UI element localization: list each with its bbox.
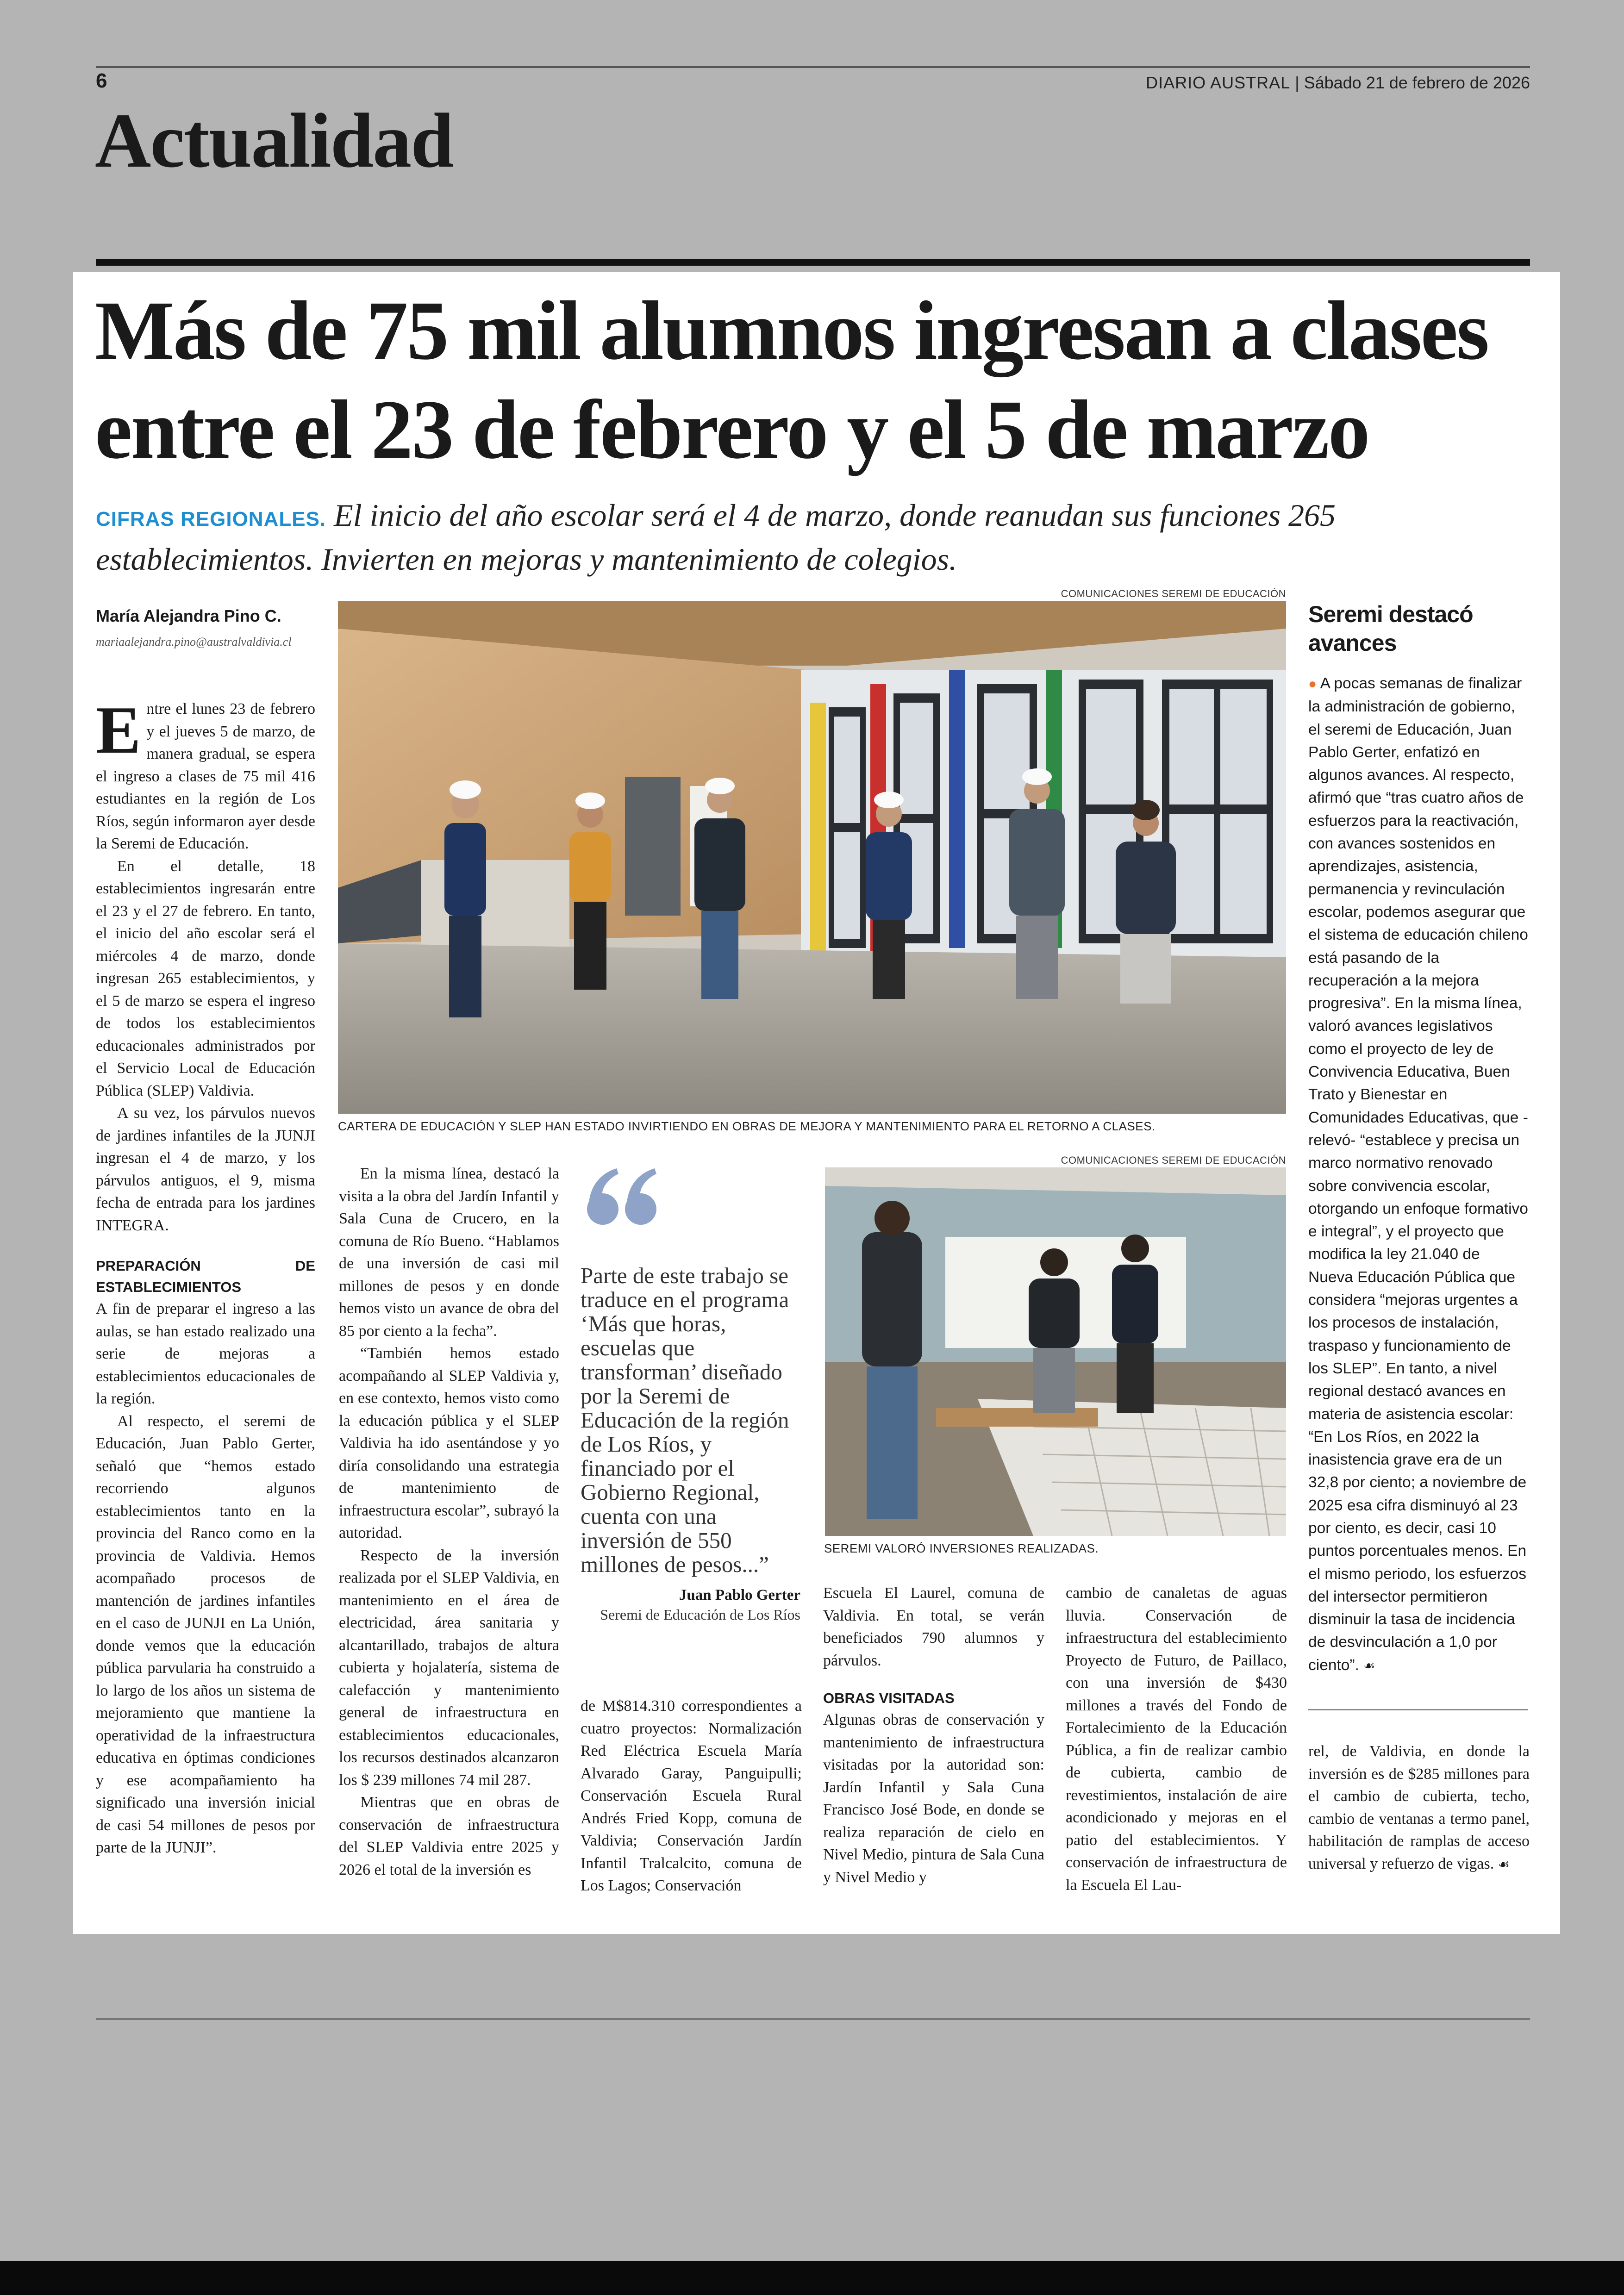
- photo-caption: CARTERA DE EDUCACIÓN Y SLEP HAN ESTADO INVIRTIENDO EN OBRAS DE MEJORA Y MANTENIMIENTO PARA EL RETORNO A CLASES.: [338, 1119, 1156, 1133]
- photo-credit: COMUNICACIONES SEREMI DE EDUCACIÓN: [1061, 1154, 1286, 1166]
- paragraph: A fin de preparar el ingreso a las aulas, se han estado realizado una serie de mejoras a establecimientos educacionales de la región.: [96, 1300, 315, 1407]
- deck-text: El inicio del año escolar será el 4 de marzo, donde reanudan sus funciones 265 establecimientos. Invierten en mejoras y mantenimiento de colegios.: [96, 498, 1336, 577]
- paragraph: En la misma línea, destacó la visita a la obra del Jardín Infantil y Sala Cuna de Crucero, en la comuna de Río Bueno. “Hablamos de una inversión de casi mil millones de pesos y en donde hemos visto un avance de obra del 85 por ciento a la fecha”.: [339, 1165, 559, 1340]
- author-name: María Alejandra Pino C.: [96, 606, 281, 625]
- page-number: 6: [96, 69, 107, 92]
- column-2: [339, 1163, 559, 1881]
- paragraph: Escuela El Laurel, comuna de Valdivia. En total, se verán beneficiados 790 alumnos y párvulos.: [823, 1584, 1044, 1669]
- quote-mark-icon: [584, 1166, 663, 1227]
- newspaper-name: DIARIO AUSTRAL: [1146, 73, 1291, 92]
- paragraph: Algunas obras de conservación y mantenimiento de infraestructura visitadas por la autoridad son: Jardín Infantil y Sala Cuna Francisco José Bode, en donde se realiza reparación de cielo en Nivel Medio, pintura de Sala Cuna y Nivel Medio y: [823, 1711, 1044, 1886]
- headline: Más de 75 mil alumnos ingresan a clases entre el 23 de febrero y el 5 de marzo: [95, 284, 1488, 476]
- sidebar-title: Seremi destacó avances: [1308, 601, 1473, 656]
- byline: [96, 606, 327, 649]
- paragraph: rel, de Valdivia, en donde la inversión es de $285 millones para el cambio de cubierta, techo, cambio de ventanas a termo panel, habilitación de ramplas de acceso universal y refuerzo de vigas. ☙: [1308, 1743, 1530, 1872]
- subhead-preparacion: PREPARACIÓN DE ESTABLECIMIENTOS: [96, 1258, 315, 1295]
- deck: [96, 495, 1531, 579]
- masthead: DIARIO AUSTRAL | Sábado 21 de febrero de 2026: [1146, 73, 1530, 92]
- paragraph: Mientras que en obras de conservación de infraestructura del SLEP Valdivia entre 2025 y 2026 el total de la inversión es: [339, 1794, 559, 1878]
- column-1: [96, 692, 315, 1859]
- lead-paragraph: Entre el lunes 23 de febrero y el jueves 5 de marzo, de manera gradual, se espera el ingreso a clases de 75 mil 416 estudiantes en la región de Los Ríos, según informaron ayer desde la Seremi de Educación.: [96, 692, 315, 852]
- pull-quote-attribution: [581, 1587, 800, 1625]
- photo-caption: SEREMI VALORÓ INVERSIONES REALIZADAS.: [824, 1541, 1099, 1555]
- issue-date: Sábado 21 de febrero de 2026: [1304, 73, 1530, 92]
- quote-author-role: Seremi de Educación de Los Ríos: [600, 1606, 800, 1623]
- quote-author: Juan Pablo Gerter: [679, 1587, 800, 1603]
- section-rule: [96, 259, 1530, 266]
- paragraph: de M$814.310 correspondientes a cuatro proyectos: Normalización Red Eléctrica Escuela María Alvarado Garay, Panguipulli; Conservación Escuela Rural Andrés Fried Kopp, comuna de Valdivia; Conservación Jardín Infantil Tralcalcito, comuna de Los Lagos; Conservación: [581, 1697, 802, 1894]
- second-photo: [825, 1167, 1286, 1536]
- paragraph: A su vez, los párvulos nuevos de jardines infantiles de la JUNJI ingresan el 4 de marzo, y los párvulos antiguos, el 9, misma fecha de entrada para los jardines INTEGRA.: [96, 1104, 315, 1234]
- paragraph: “También hemos estado acompañando al SLEP Valdivia y, en ese contexto, hemos visto como la educación pública y el SLEP Valdivia ha ido asentándose y yo diría consolidando una estrategia de mantenimiento de infraestructura escolar”, subrayó la autoridad.: [339, 1345, 559, 1541]
- sidebar-text: ● A pocas semanas de finalizar la administración de gobierno, el seremi de Educación, Juan Pablo Gerter, enfatizó en algunos avances. Al respecto, afirmó que “tras cuatro años de esfuerzos para la reactivación, con avances sostenidos en aprendizajes, asistencia, permanencia y revinculación escolar, podemos asegurar que el sistema de educación chileno está pasando de la recuperación a la mejora progresiva”. En la misma línea, valoró avances legislativos como el proyecto de ley de Convivencia Educativa, Buen Trato y Bienestar en Comunidades Educativas, que -relevó- “establece y precisa un marco normativo renovado sobre convivencia escolar, otorgando un enfoque formativo e integral”, y el proyecto que modifica la ley 21.040 de Nueva Educación Pública que considera “mejoras urgentes a los procesos de instalación, traspaso y funcionamiento de los SLEP”. En tanto, a nivel regional destacó avances en materia de asistencia escolar: “En Los Ríos, en 2022 la inasistencia grave era de un 32,8 por ciento; a noviembre de 2025 esa cifra disminuyó al 23 por ciento, es decir, casi 10 puntos porcentuales menos. En el mismo periodo, los esfuerzos del intersector permitieron disminuir la tasa de incidencia de desvinculación a 1,0 por ciento”. ☙: [1308, 675, 1528, 1674]
- bullet-icon: ●: [1308, 676, 1317, 692]
- end-mark-icon: ☙: [1363, 1658, 1375, 1673]
- sidebar-rule: [1308, 1709, 1528, 1710]
- bottom-bar: [0, 2261, 1624, 2295]
- end-mark-icon: ☙: [1498, 1856, 1510, 1872]
- pull-quote-text: Parte de este trabajo se traduce en el programa ‘Más que horas, escuelas que transforman’ diseñado por la Seremi de Educación de la región de Los Ríos, y financiado por el Gobierno Regional, cuenta con una inversión de 550 millones de pesos...”: [581, 1263, 789, 1577]
- main-photo: [338, 601, 1286, 1114]
- column-6: [1308, 1740, 1530, 1876]
- lower-rule: [96, 2018, 1530, 2020]
- subhead-obras-visitadas: OBRAS VISITADAS: [823, 1690, 955, 1706]
- paragraph: En el detalle, 18 establecimientos ingresarán entre el 23 y el 27 de febrero. En tanto, el inicio del año escolar será el miércoles 4 de marzo, donde ingresan 265 establecimientos, y el 5 de marzo se espera el ingreso de todos los establecimientos educacionales administrados por el Servicio Local de Educación Pública (SLEP) Valdivia.: [96, 857, 315, 1099]
- column-5: [1066, 1582, 1287, 1896]
- kicker: CIFRAS REGIONALES.: [96, 508, 326, 530]
- photo-credit: COMUNICACIONES SEREMI DE EDUCACIÓN: [1061, 588, 1286, 599]
- paragraph: cambio de canaletas de aguas lluvia. Conservación de infraestructura del establecimiento Proyecto de Futuro, de Paillaco, con una inversión de $430 millones a través del Fondo de Fortalecimiento de la Educación Pública, a fin de realizar cambio de cubierta, cambio de revestimientos, instalación de aire acondicionado y mejoras en el patio del establecimientos. Y conservación de infraestructura de la Escuela El Lau-: [1066, 1584, 1287, 1894]
- column-3: [581, 1695, 802, 1897]
- top-rule: [96, 66, 1530, 68]
- author-email[interactable]: mariaalejandra.pino@australvaldivia.cl: [96, 635, 292, 649]
- section-title: Actualidad: [95, 98, 453, 184]
- drop-cap: E: [96, 692, 141, 767]
- paragraph: Al respecto, el seremi de Educación, Juan Pablo Gerter, señaló que “hemos estado recorriendo algunos establecimientos tanto en la provincia del Ranco como en la provincia de Valdivia. Hemos acompañado procesos de mantención de jardines infantiles en el caso de JUNJI en La Unión, donde vemos que la educación pública parvularia ha construido a lo largo de los años un sistema de mejoramiento que mantiene la operatividad de la infraestructura educativa en óptimas condiciones y ese acompañamiento ha significado una inversión inicial de casi 54 millones de pesos por parte de la JUNJI”.: [96, 1412, 315, 1856]
- paragraph: Respecto de la inversión realizada por el SLEP Valdivia, en mantenimiento en el área de electricidad, área sanitaria y alcantarillado, trabajos de altura cubierta y hojalatería, sistema de calefacción y mantenimiento general de infraestructura en establecimientos educacionales, los recursos destinados alcanzaron los $ 239 millones 74 mil 287.: [339, 1547, 559, 1789]
- column-4: [823, 1582, 1044, 1889]
